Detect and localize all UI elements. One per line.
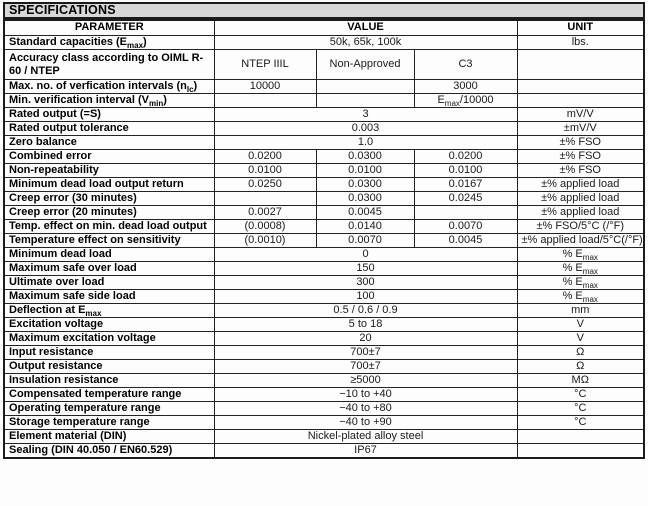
unit-cell: mV/V	[517, 107, 644, 121]
value-cell	[316, 79, 414, 93]
table-row	[4, 233, 644, 247]
parameter-cell: Standard capacities $(E_{max})$	[4, 35, 214, 49]
value-cell: Nickel-plated alloy steel	[214, 429, 517, 443]
parameter-cell: Maximum safe over load	[4, 261, 214, 275]
table-row	[4, 49, 644, 79]
unit-cell: % $E_{max}$	[517, 289, 644, 303]
parameter-cell: Minimum dead load output return	[4, 177, 214, 191]
value-cell: 0.0200	[414, 149, 517, 163]
value-cell: ≥5000	[214, 373, 517, 387]
parameter-cell: Insulation resistance	[4, 373, 214, 387]
table-row	[4, 429, 644, 443]
parameter-cell: Rated output tolerance	[4, 121, 214, 135]
table-row	[4, 219, 644, 233]
table-row	[4, 401, 644, 415]
value-cell: 1.0	[214, 135, 517, 149]
value-cell: 0.0300	[316, 177, 414, 191]
value-cell: 0.0250	[214, 177, 316, 191]
unit-cell	[517, 79, 644, 93]
unit-cell	[517, 429, 644, 443]
table-row	[4, 93, 644, 107]
parameter-cell: Minimum dead load	[4, 247, 214, 261]
table-row	[4, 303, 644, 317]
parameter-cell: Output resistance	[4, 359, 214, 373]
value-cell: 0.0100	[414, 163, 517, 177]
value-cell: 0.0027	[214, 205, 316, 219]
table-row	[4, 317, 644, 331]
unit-cell: ±% FSO/5°C (/°F)	[517, 219, 644, 233]
parameter-cell: Creep error (30 minutes)	[4, 191, 214, 205]
spec-table	[3, 19, 645, 459]
parameter-cell: Zero balance	[4, 135, 214, 149]
parameter-cell: Temp. effect on min. dead load output	[4, 219, 214, 233]
table-row	[4, 261, 644, 275]
value-cell: (0.0008)	[214, 219, 316, 233]
table-row	[4, 443, 644, 458]
unit-cell	[517, 93, 644, 107]
value-cell: IP67	[214, 443, 517, 458]
unit-cell: MΩ	[517, 373, 644, 387]
value-cell: 5 to 18	[214, 317, 517, 331]
unit-cell: Ω	[517, 359, 644, 373]
unit-cell: °C	[517, 387, 644, 401]
table-row	[4, 205, 644, 219]
value-cell: 3	[214, 107, 517, 121]
unit-cell: ±% applied load	[517, 205, 644, 219]
parameter-cell: Temperature effect on sensitivity	[4, 233, 214, 247]
value-cell: 0.0045	[414, 233, 517, 247]
value-cell: (0.0010)	[214, 233, 316, 247]
parameter-cell: Excitation voltage	[4, 317, 214, 331]
parameter-cell: Element material (DIN)	[4, 429, 214, 443]
value-cell: 0.0245	[414, 191, 517, 205]
value-cell: 0.0200	[214, 149, 316, 163]
value-cell: 100	[214, 289, 517, 303]
value-cell: 10000	[214, 79, 316, 93]
value-cell: 0.003	[214, 121, 517, 135]
value-cell: 0.0300	[316, 191, 414, 205]
value-cell: 50k, 65k, 100k	[214, 35, 517, 49]
unit-cell: ±mV/V	[517, 121, 644, 135]
value-cell: 0.0070	[414, 219, 517, 233]
value-cell	[214, 93, 316, 107]
parameter-cell: Min. verification interval $(V_{min})$	[4, 93, 214, 107]
parameter-cell: Non-repeatability	[4, 163, 214, 177]
value-cell: 0.0045	[316, 205, 414, 219]
table-row	[4, 177, 644, 191]
table-row	[4, 373, 644, 387]
unit-cell: ±% FSO	[517, 149, 644, 163]
value-cell: 0	[214, 247, 517, 261]
value-cell	[214, 191, 316, 205]
parameter-cell: Input resistance	[4, 345, 214, 359]
parameter-cell: Deflection at $E_{max}$	[4, 303, 214, 317]
value-cell: NTEP IIIL	[214, 49, 316, 79]
value-cell: 0.0100	[316, 163, 414, 177]
parameter-cell: Creep error (20 minutes)	[4, 205, 214, 219]
page-title: SPECIFICATIONS	[3, 2, 645, 19]
value-cell: −40 to +90	[214, 415, 517, 429]
value-cell	[316, 93, 414, 107]
header-row	[4, 20, 644, 35]
column-header-unit: UNIT	[517, 20, 644, 35]
unit-cell: % $E_{max}$	[517, 247, 644, 261]
table-row	[4, 135, 644, 149]
value-cell: C3	[414, 49, 517, 79]
value-cell: 700±7	[214, 359, 517, 373]
unit-cell: V	[517, 317, 644, 331]
value-cell: 700±7	[214, 345, 517, 359]
table-row	[4, 387, 644, 401]
value-cell: 20	[214, 331, 517, 345]
unit-cell	[517, 49, 644, 79]
unit-cell: Ω	[517, 345, 644, 359]
value-cell: 150	[214, 261, 517, 275]
parameter-cell: Sealing (DIN 40.050 / EN60.529)	[4, 443, 214, 458]
unit-cell: °C	[517, 415, 644, 429]
unit-cell: lbs.	[517, 35, 644, 49]
parameter-cell: Maximum safe side load	[4, 289, 214, 303]
table-row	[4, 191, 644, 205]
value-cell: −10 to +40	[214, 387, 517, 401]
unit-cell: ±% FSO	[517, 163, 644, 177]
parameter-cell: Compensated temperature range	[4, 387, 214, 401]
table-row	[4, 35, 644, 49]
unit-cell: V	[517, 331, 644, 345]
table-row	[4, 415, 644, 429]
parameter-cell: Operating temperature range	[4, 401, 214, 415]
table-row	[4, 289, 644, 303]
spec-table-body	[4, 35, 644, 458]
unit-cell: mm	[517, 303, 644, 317]
parameter-cell: Maximum excitation voltage	[4, 331, 214, 345]
value-cell	[414, 205, 517, 219]
value-cell: 0.0070	[316, 233, 414, 247]
value-cell: Non-Approved	[316, 49, 414, 79]
unit-cell: ±% applied load	[517, 177, 644, 191]
parameter-cell: Max. no. of verfication intervals $(n_{lc})$	[4, 79, 214, 93]
table-row	[4, 107, 644, 121]
unit-cell: ±% applied load/5°C(/°F)	[517, 233, 644, 247]
table-row	[4, 149, 644, 163]
table-row	[4, 331, 644, 345]
unit-cell: ±% FSO	[517, 135, 644, 149]
value-cell: 0.0300	[316, 149, 414, 163]
table-row	[4, 359, 644, 373]
value-cell: $E_{max}/10000$	[414, 93, 517, 107]
unit-cell	[517, 443, 644, 458]
value-cell: 300	[214, 275, 517, 289]
value-cell: 0.0140	[316, 219, 414, 233]
value-cell: 0.5 / 0.6 / 0.9	[214, 303, 517, 317]
parameter-cell: Ultimate over load	[4, 275, 214, 289]
unit-cell: % $E_{max}$	[517, 261, 644, 275]
column-header-value: VALUE	[214, 20, 517, 35]
table-row	[4, 275, 644, 289]
table-row	[4, 163, 644, 177]
unit-cell: % $E_{max}$	[517, 275, 644, 289]
parameter-cell: Storage temperature range	[4, 415, 214, 429]
table-row	[4, 345, 644, 359]
table-row	[4, 247, 644, 261]
parameter-cell: Accuracy class according to OIML R-60 / NTEP	[4, 49, 214, 79]
unit-cell: ±% applied load	[517, 191, 644, 205]
parameter-cell: Rated output (=S)	[4, 107, 214, 121]
unit-cell: °C	[517, 401, 644, 415]
value-cell: 0.0100	[214, 163, 316, 177]
parameter-cell: Combined error	[4, 149, 214, 163]
value-cell: −40 to +80	[214, 401, 517, 415]
value-cell: 3000	[414, 79, 517, 93]
table-row	[4, 79, 644, 93]
table-row	[4, 121, 644, 135]
value-cell: 0.0167	[414, 177, 517, 191]
column-header-parameter: PARAMETER	[4, 20, 214, 35]
